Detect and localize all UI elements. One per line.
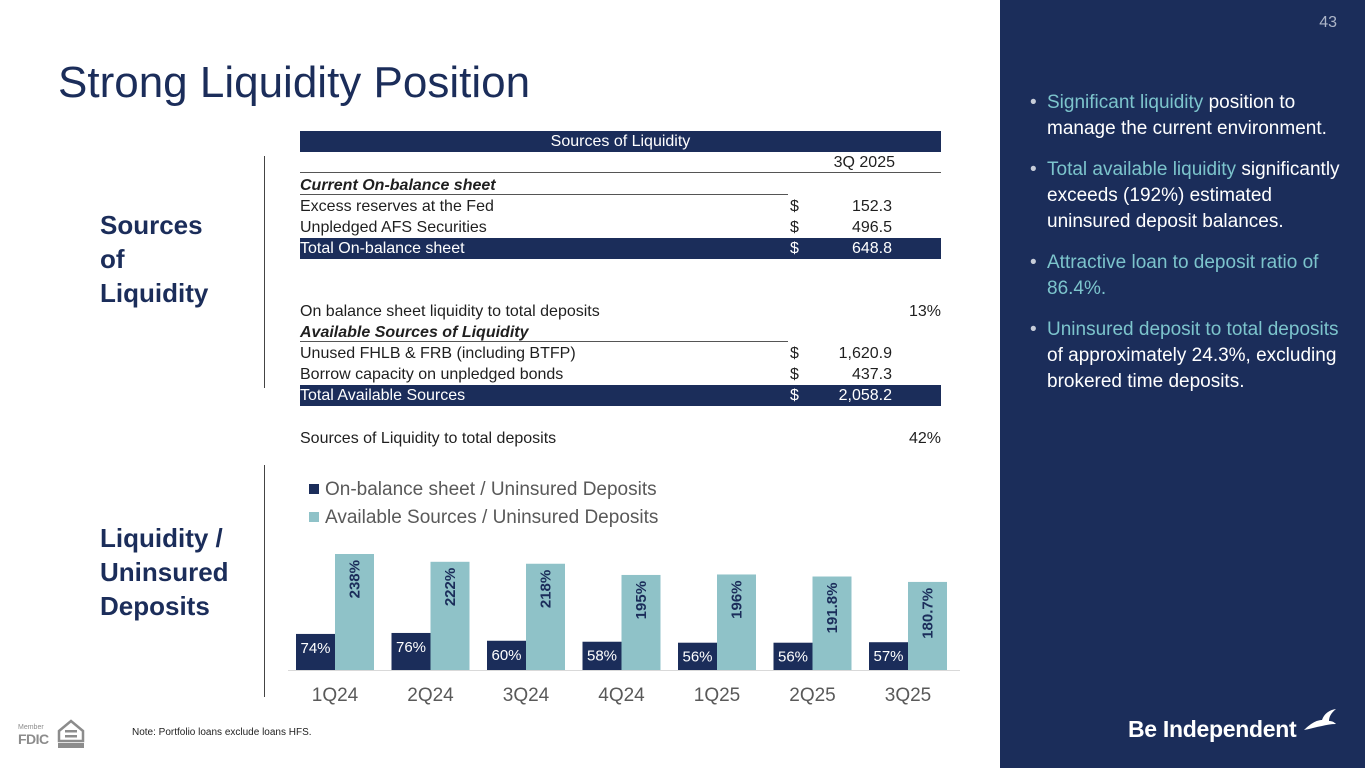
bullet-highlight: Total available liquidity	[1047, 159, 1237, 180]
table-row	[300, 196, 941, 217]
table-row	[300, 364, 941, 385]
section-label-line: Liquidity	[100, 278, 209, 308]
x-tick-label: 3Q25	[884, 685, 932, 706]
legend-item	[309, 479, 657, 501]
row-label: On balance sheet liquidity to total deposits	[300, 303, 600, 320]
x-tick-label: 1Q24	[311, 685, 359, 706]
row-label: Excess reserves at the Fed	[300, 198, 494, 215]
table-ratio-row	[300, 428, 941, 449]
bullet-dot-icon: •	[1030, 92, 1037, 113]
bullet-dot-icon: •	[1030, 159, 1037, 180]
section-label-line: Liquidity /	[100, 523, 223, 553]
x-tick-label: 1Q25	[693, 685, 741, 706]
period-label: 3Q 2025	[833, 154, 895, 171]
section-label-line: of	[100, 244, 125, 274]
data-label-available: 195%	[633, 580, 650, 620]
bullet-dot-icon: •	[1030, 319, 1037, 340]
data-label-available: 191.8%	[824, 582, 841, 634]
equal-housing-lender-icon	[57, 719, 85, 749]
section-label-sources	[100, 208, 208, 310]
highlight-bullet	[1030, 250, 1340, 302]
currency-symbol: $	[790, 387, 799, 404]
heading-underline	[300, 341, 788, 342]
row-label: Unpledged AFS Securities	[300, 219, 487, 236]
row-amount: 1,620.9	[838, 345, 892, 362]
table-row	[300, 217, 941, 238]
data-label-available: 180.7%	[919, 587, 937, 639]
bullet-highlight: Attractive loan to deposit ratio of 86.4%.	[1047, 252, 1319, 299]
section-label-ratio	[100, 521, 229, 623]
legend-label: Available Sources / Uninsured Deposits	[325, 507, 659, 528]
section-divider	[264, 465, 265, 697]
row-label: Total Available Sources	[300, 387, 466, 404]
heading-underline	[300, 194, 788, 195]
legend-item	[309, 507, 658, 529]
legend-label: On-balance sheet / Uninsured Deposits	[325, 479, 657, 500]
table-section-heading	[300, 175, 941, 196]
row-label: Unused FHLB & FRB (including BTFP)	[300, 345, 576, 362]
row-amount: 648.8	[851, 240, 892, 257]
page-number: 43	[1319, 14, 1337, 31]
row-percent: 42%	[908, 430, 941, 447]
data-label-available: 238%	[346, 560, 364, 599]
highlight-bullet	[1030, 157, 1340, 235]
bullet-highlight: Significant liquidity	[1047, 92, 1204, 113]
section-label-line: Deposits	[100, 591, 210, 621]
fdic-logo: FDIC	[18, 731, 49, 747]
fdic-member-label: Member	[18, 724, 44, 731]
bullet-dot-icon: •	[1030, 252, 1037, 273]
bullet-text: significantly exceeds (192%) estimated uninsured deposit balances.	[1047, 159, 1340, 232]
row-amount: 437.3	[851, 366, 892, 383]
data-label-on-balance: 56%	[777, 648, 809, 666]
table-header: Sources of Liquidity	[300, 131, 941, 152]
table-section-heading	[300, 322, 941, 343]
table-total-row	[300, 238, 941, 259]
bullet-text: position to manage the current environment.	[1047, 92, 1327, 139]
currency-symbol: $	[790, 219, 799, 236]
table-total-row	[300, 385, 941, 406]
legend-swatch	[309, 484, 319, 494]
data-label-on-balance: 76%	[395, 638, 427, 656]
row-percent: 13%	[908, 303, 941, 320]
currency-symbol: $	[790, 198, 799, 215]
table-row	[300, 343, 941, 364]
data-label-available: 222%	[442, 567, 459, 607]
table-ratio-row	[300, 301, 941, 322]
bird-logo-icon	[1302, 708, 1338, 736]
data-label-on-balance: 60%	[491, 646, 522, 664]
legend-swatch	[309, 512, 319, 522]
data-label-on-balance: 56%	[682, 648, 713, 666]
currency-symbol: $	[790, 366, 799, 383]
footnote: Note: Portfolio loans exclude loans HFS.	[132, 727, 312, 738]
row-label: Sources of Liquidity to total deposits	[300, 430, 557, 447]
on-balance-heading: Current On-balance sheet	[300, 177, 496, 194]
currency-symbol: $	[790, 240, 799, 257]
x-tick-label: 2Q24	[407, 685, 454, 706]
page-title: Strong Liquidity Position	[58, 58, 531, 107]
data-label-available: 218%	[537, 569, 555, 609]
table-period-header	[300, 152, 941, 173]
highlight-bullet	[1030, 90, 1340, 142]
x-tick-label: 4Q24	[598, 685, 645, 706]
liquidity-bar-chart	[280, 538, 980, 738]
row-amount: 2,058.2	[838, 387, 892, 404]
row-label: Total On-balance sheet	[300, 240, 465, 257]
row-amount: 152.3	[851, 198, 892, 215]
section-divider	[264, 156, 265, 388]
bullet-highlight: Uninsured deposit to total deposits	[1047, 319, 1339, 340]
highlight-bullet	[1030, 317, 1340, 395]
section-label-line: Uninsured	[100, 557, 229, 587]
data-label-on-balance: 74%	[300, 639, 331, 657]
data-label-on-balance: 57%	[873, 648, 904, 666]
section-label-line: Sources	[100, 210, 203, 240]
data-label-on-balance: 58%	[586, 647, 618, 665]
data-label-available: 196%	[728, 580, 746, 619]
bullet-text: of approximately 24.3%, excluding brokered time deposits.	[1047, 345, 1337, 392]
brand-wordmark: Be Independent	[1128, 716, 1297, 742]
row-amount: 496.5	[851, 219, 892, 236]
available-heading: Available Sources of Liquidity	[300, 324, 529, 341]
currency-symbol: $	[790, 345, 799, 362]
x-tick-label: 3Q24	[502, 685, 550, 706]
x-tick-label: 2Q25	[789, 685, 836, 706]
row-label: Borrow capacity on unpledged bonds	[300, 366, 564, 383]
highlights-list	[1030, 90, 1340, 410]
